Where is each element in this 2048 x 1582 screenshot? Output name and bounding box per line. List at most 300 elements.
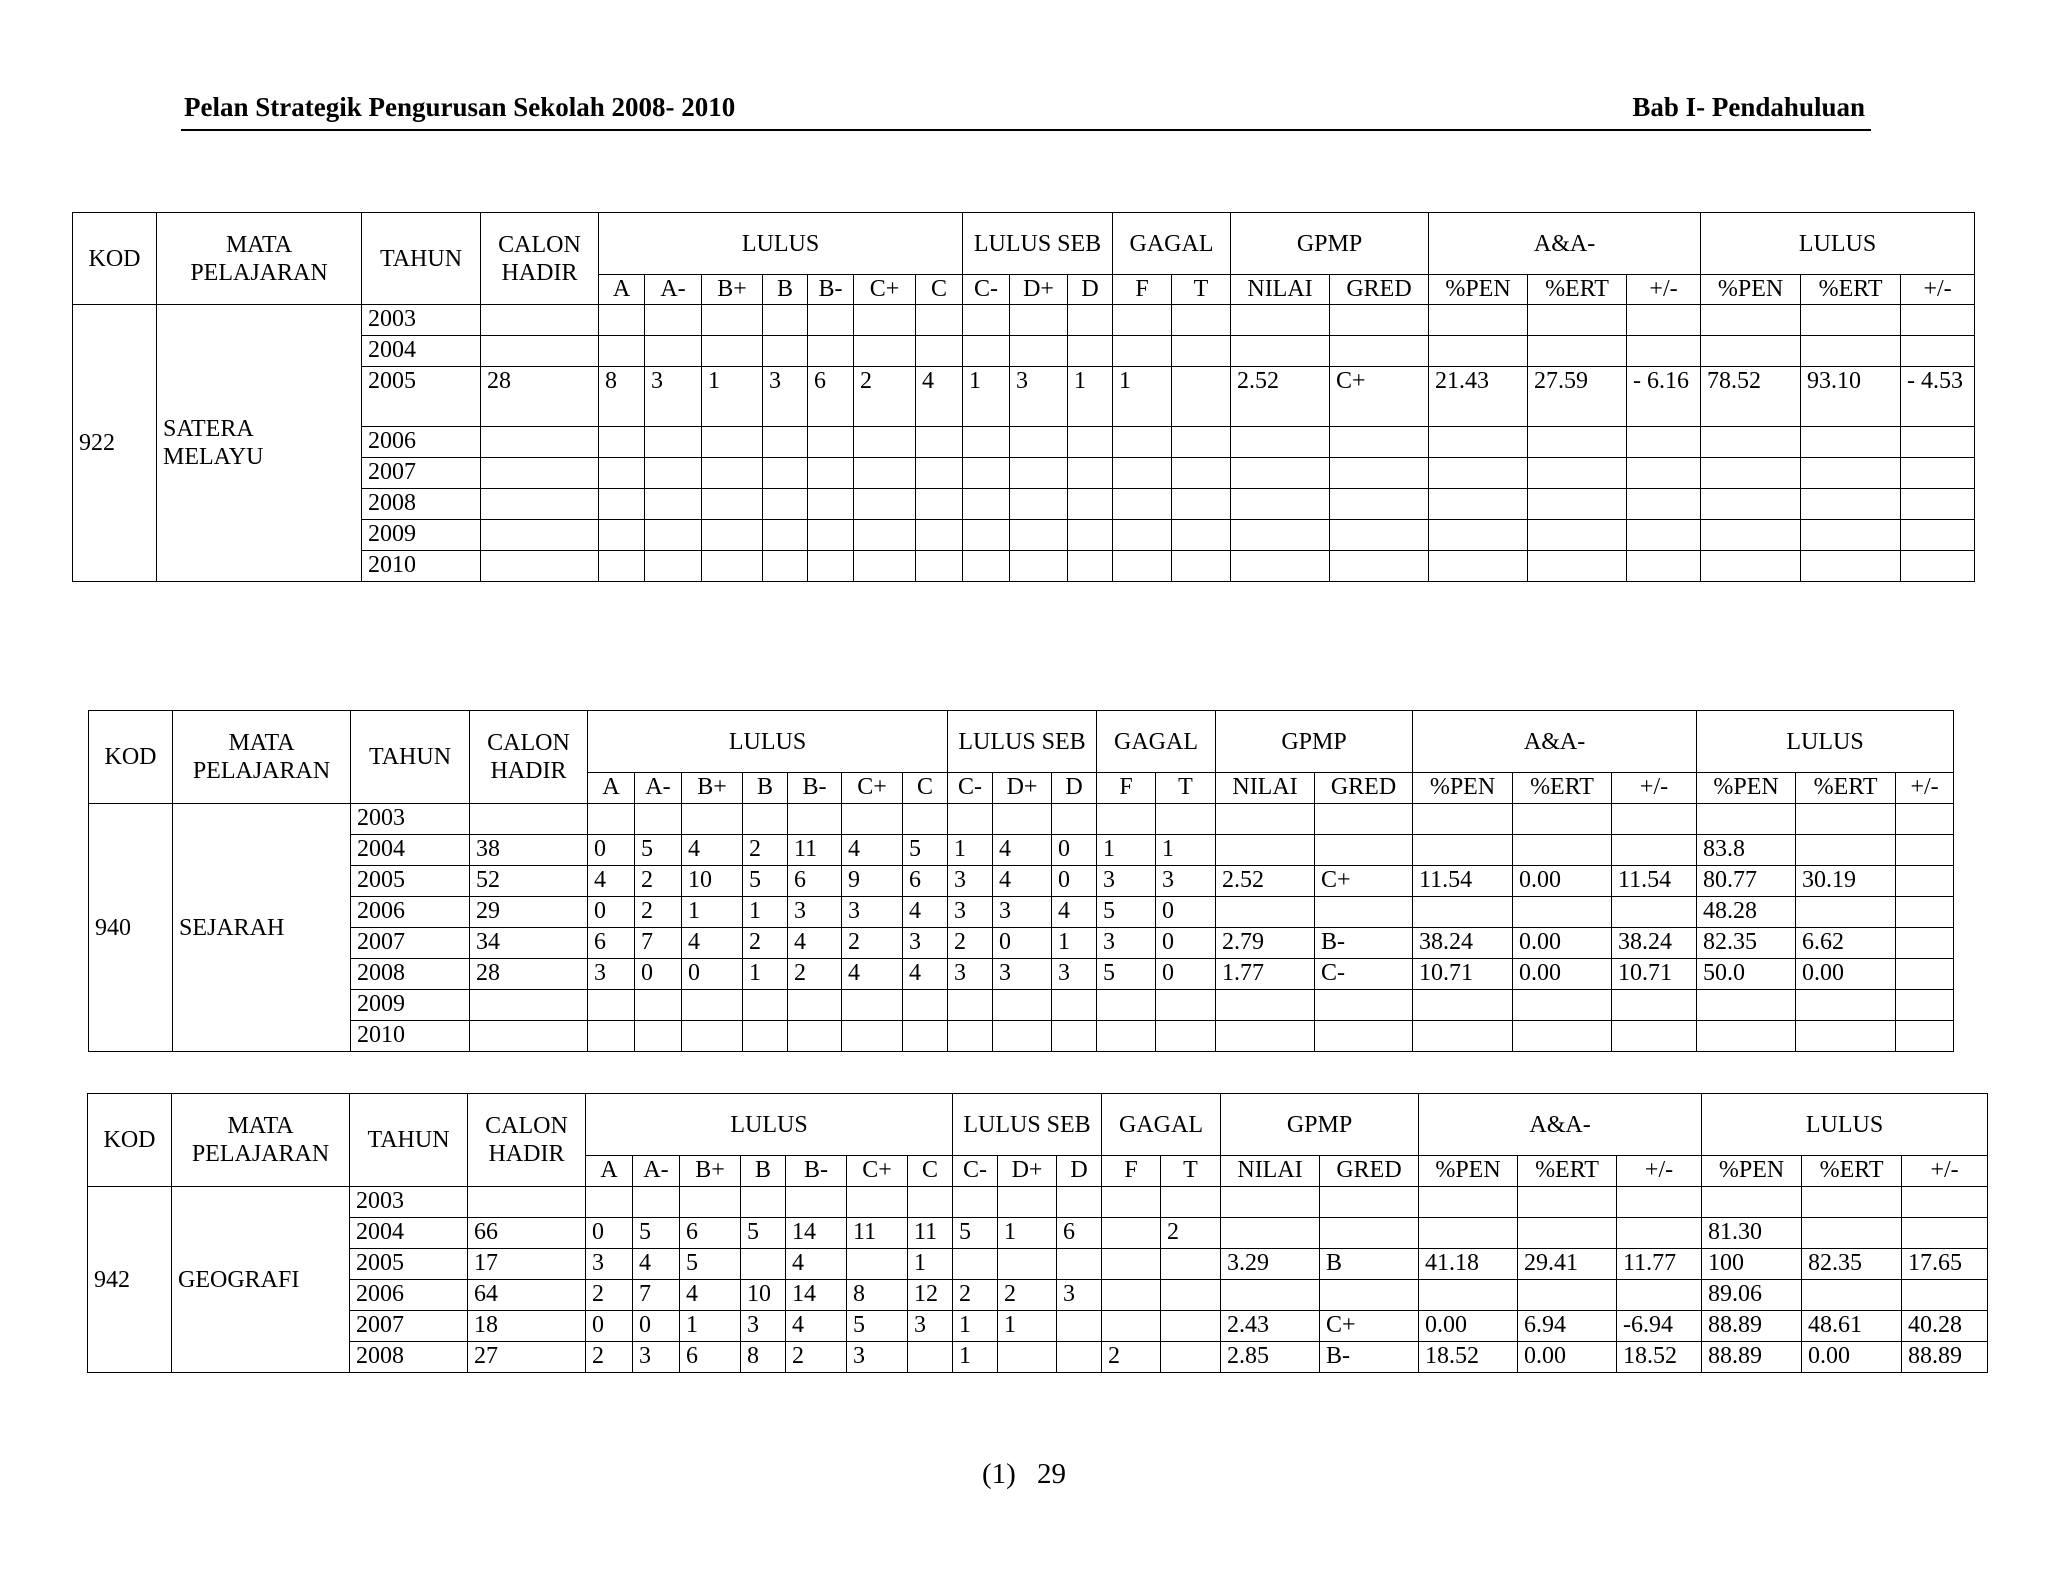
data-cell <box>1528 305 1627 336</box>
data-cell <box>645 336 702 367</box>
data-cell <box>1419 1218 1518 1249</box>
data-cell <box>1612 897 1697 928</box>
data-cell <box>1627 489 1701 520</box>
data-cell <box>1068 489 1113 520</box>
data-cell: 7 <box>635 928 682 959</box>
data-cell: 6 <box>1057 1218 1102 1249</box>
data-cell: 10.71 <box>1612 959 1697 990</box>
col-tahun-header: TAHUN <box>362 213 481 305</box>
data-cell <box>1801 551 1901 582</box>
table-row <box>89 928 1954 959</box>
data-cell: 3 <box>1156 866 1216 897</box>
data-cell: 2.52 <box>1231 367 1330 427</box>
data-cell: 11 <box>908 1218 953 1249</box>
data-cell: 4 <box>993 835 1052 866</box>
results-table-940 <box>88 710 1954 1052</box>
data-cell: 2 <box>998 1280 1057 1311</box>
subcolumn-header: A- <box>635 773 682 804</box>
data-cell <box>842 1021 903 1052</box>
data-cell: 80.77 <box>1697 866 1796 897</box>
data-cell: 9 <box>842 866 903 897</box>
data-cell: 5 <box>1097 959 1156 990</box>
data-cell <box>1057 1311 1102 1342</box>
data-cell: 8 <box>847 1280 908 1311</box>
subcolumn-header: D+ <box>993 773 1052 804</box>
data-cell <box>953 1249 998 1280</box>
data-cell: 29 <box>470 897 588 928</box>
table-row <box>89 990 1954 1021</box>
data-cell <box>1413 835 1513 866</box>
data-cell: 2 <box>635 897 682 928</box>
data-cell: 2 <box>786 1342 847 1373</box>
year-cell: 2006 <box>351 897 470 928</box>
data-cell <box>1429 520 1528 551</box>
data-cell: 66 <box>468 1218 586 1249</box>
data-cell <box>908 1187 953 1218</box>
data-cell <box>1413 804 1513 835</box>
data-cell <box>702 458 763 489</box>
data-cell <box>1315 835 1413 866</box>
group-lulus-seb-header: LULUS SEB <box>963 213 1113 275</box>
data-cell <box>743 990 788 1021</box>
data-cell: 3.29 <box>1221 1249 1320 1280</box>
data-cell: 2.85 <box>1221 1342 1320 1373</box>
data-cell <box>788 990 842 1021</box>
data-cell <box>903 804 948 835</box>
data-cell <box>963 336 1010 367</box>
data-cell <box>1617 1218 1702 1249</box>
data-cell <box>1330 305 1429 336</box>
data-cell: 0 <box>586 1311 633 1342</box>
data-cell <box>963 520 1010 551</box>
subcolumn-header: T <box>1172 275 1231 305</box>
group-a-a-minus-header: A&A- <box>1419 1094 1702 1156</box>
data-cell <box>1231 551 1330 582</box>
year-cell: 2010 <box>351 1021 470 1052</box>
subcolumn-header: NILAI <box>1231 275 1330 305</box>
subcolumn-header: C <box>908 1156 953 1187</box>
header-rule <box>181 129 1871 131</box>
data-cell <box>1627 551 1701 582</box>
data-cell <box>1612 990 1697 1021</box>
data-cell <box>1330 489 1429 520</box>
year-cell: 2004 <box>362 336 481 367</box>
data-cell <box>916 305 963 336</box>
data-cell: 3 <box>948 866 993 897</box>
data-cell <box>645 520 702 551</box>
data-cell <box>1161 1280 1221 1311</box>
data-cell: 6 <box>788 866 842 897</box>
header-row-groups <box>88 1094 1988 1156</box>
data-cell <box>1627 458 1701 489</box>
subcolumn-header: B+ <box>680 1156 741 1187</box>
data-cell: 2.43 <box>1221 1311 1320 1342</box>
subcolumn-header: A- <box>645 275 702 305</box>
subcolumn-header: GRED <box>1320 1156 1419 1187</box>
year-cell: 2009 <box>362 520 481 551</box>
data-cell <box>993 804 1052 835</box>
data-cell <box>588 990 635 1021</box>
data-cell <box>1315 990 1413 1021</box>
data-cell: 3 <box>948 959 993 990</box>
data-cell: 2 <box>586 1280 633 1311</box>
data-cell <box>743 1021 788 1052</box>
data-cell: 4 <box>903 959 948 990</box>
group-lulus-percent-header: LULUS <box>1701 213 1975 275</box>
data-cell: 88.89 <box>1702 1342 1802 1373</box>
col-kod-header: KOD <box>89 711 173 804</box>
data-cell: 1 <box>1097 835 1156 866</box>
data-cell: 0.00 <box>1518 1342 1617 1373</box>
data-cell: 48.28 <box>1697 897 1796 928</box>
data-cell <box>1216 804 1315 835</box>
data-cell <box>1627 305 1701 336</box>
data-cell <box>1216 1021 1315 1052</box>
data-cell: 10 <box>682 866 743 897</box>
data-cell: 81.30 <box>1702 1218 1802 1249</box>
data-cell <box>481 336 599 367</box>
data-cell <box>1513 1021 1612 1052</box>
data-cell: -6.94 <box>1617 1311 1702 1342</box>
data-cell: 5 <box>633 1218 680 1249</box>
data-cell: 2 <box>948 928 993 959</box>
data-cell <box>1518 1187 1617 1218</box>
data-cell: 1 <box>1052 928 1097 959</box>
data-cell <box>1528 458 1627 489</box>
data-cell: 11.54 <box>1612 866 1697 897</box>
data-cell: B- <box>1320 1342 1419 1373</box>
subcolumn-header: B- <box>786 1156 847 1187</box>
data-cell <box>916 489 963 520</box>
year-cell: 2003 <box>350 1187 468 1218</box>
subcolumn-header: C <box>903 773 948 804</box>
data-cell: 78.52 <box>1701 367 1801 427</box>
data-cell <box>635 990 682 1021</box>
data-cell: 2 <box>1161 1218 1221 1249</box>
data-cell <box>1627 336 1701 367</box>
data-cell <box>633 1187 680 1218</box>
data-cell: 8 <box>599 367 645 427</box>
data-cell <box>1216 897 1315 928</box>
data-cell <box>1801 305 1901 336</box>
data-cell <box>1320 1218 1419 1249</box>
data-cell <box>963 489 1010 520</box>
subcolumn-header: A <box>586 1156 633 1187</box>
year-cell: 2008 <box>350 1342 468 1373</box>
subcolumn-header: %PEN <box>1429 275 1528 305</box>
data-cell: 38.24 <box>1413 928 1513 959</box>
data-cell <box>1221 1280 1320 1311</box>
data-cell: 14 <box>786 1218 847 1249</box>
data-cell <box>1113 458 1172 489</box>
data-cell <box>1315 1021 1413 1052</box>
subcolumn-header: +/- <box>1896 773 1954 804</box>
data-cell: 5 <box>680 1249 741 1280</box>
group-lulus-seb-header: LULUS SEB <box>948 711 1097 773</box>
year-cell: 2005 <box>351 866 470 897</box>
data-cell: 4 <box>786 1249 847 1280</box>
data-cell <box>599 305 645 336</box>
data-cell: 2.79 <box>1216 928 1315 959</box>
data-cell <box>599 489 645 520</box>
data-cell <box>1221 1218 1320 1249</box>
data-cell <box>635 1021 682 1052</box>
data-cell <box>916 551 963 582</box>
data-cell <box>808 305 854 336</box>
data-cell: 11 <box>847 1218 908 1249</box>
subcolumn-header: A <box>588 773 635 804</box>
data-cell <box>1097 804 1156 835</box>
data-cell <box>1802 1280 1902 1311</box>
data-cell <box>1068 458 1113 489</box>
data-cell: 6.62 <box>1796 928 1896 959</box>
data-cell <box>1315 897 1413 928</box>
table-row <box>88 1311 1988 1342</box>
data-cell <box>645 551 702 582</box>
data-cell: 17.65 <box>1902 1249 1988 1280</box>
data-cell <box>1701 336 1801 367</box>
data-cell: 1 <box>998 1311 1057 1342</box>
data-cell <box>998 1249 1057 1280</box>
data-cell: 2 <box>953 1280 998 1311</box>
data-cell <box>1068 551 1113 582</box>
data-cell: 1 <box>963 367 1010 427</box>
data-cell <box>1413 897 1513 928</box>
subject-name: SEJARAH <box>173 804 351 1052</box>
data-cell <box>1701 427 1801 458</box>
data-cell <box>1161 1342 1221 1373</box>
group-gpmp-header: GPMP <box>1216 711 1413 773</box>
data-cell: 0.00 <box>1802 1342 1902 1373</box>
data-cell <box>1113 489 1172 520</box>
data-cell <box>1010 427 1068 458</box>
data-cell: 28 <box>481 367 599 427</box>
subject-code: 922 <box>73 305 157 582</box>
col-kod-header: KOD <box>73 213 157 305</box>
data-cell <box>1010 551 1068 582</box>
data-cell: 6 <box>680 1218 741 1249</box>
data-cell: 82.35 <box>1697 928 1796 959</box>
data-cell <box>1896 1021 1954 1052</box>
data-cell: 4 <box>788 928 842 959</box>
data-cell: 0 <box>1052 835 1097 866</box>
data-cell <box>481 489 599 520</box>
data-cell: 83.8 <box>1697 835 1796 866</box>
data-cell <box>468 1187 586 1218</box>
data-cell <box>1113 520 1172 551</box>
data-cell: 3 <box>993 959 1052 990</box>
data-cell: 3 <box>908 1311 953 1342</box>
data-cell <box>702 427 763 458</box>
data-cell: 0 <box>1156 897 1216 928</box>
data-cell <box>808 427 854 458</box>
data-cell <box>1057 1249 1102 1280</box>
data-cell: 3 <box>788 897 842 928</box>
col-tahun-header: TAHUN <box>351 711 470 804</box>
data-cell <box>1231 336 1330 367</box>
year-cell: 2007 <box>350 1311 468 1342</box>
data-cell: 5 <box>635 835 682 866</box>
table-row <box>88 1218 1988 1249</box>
year-cell: 2003 <box>362 305 481 336</box>
results-table-922 <box>72 212 1975 582</box>
year-cell: 2008 <box>351 959 470 990</box>
data-cell <box>1320 1280 1419 1311</box>
data-cell <box>702 520 763 551</box>
data-cell <box>1052 990 1097 1021</box>
subcolumn-header: F <box>1097 773 1156 804</box>
data-cell <box>682 804 743 835</box>
table-row <box>89 1021 1954 1052</box>
subject-code: 940 <box>89 804 173 1052</box>
subcolumn-header: GRED <box>1315 773 1413 804</box>
data-cell <box>1156 1021 1216 1052</box>
data-cell <box>1102 1249 1161 1280</box>
data-cell: 1 <box>908 1249 953 1280</box>
table-row <box>88 1187 1988 1218</box>
data-cell <box>854 336 916 367</box>
data-cell <box>1330 427 1429 458</box>
data-cell <box>1429 336 1528 367</box>
data-cell <box>1518 1280 1617 1311</box>
data-cell <box>1097 1021 1156 1052</box>
data-cell: 5 <box>953 1218 998 1249</box>
data-cell <box>1097 990 1156 1021</box>
data-cell <box>1172 427 1231 458</box>
data-cell <box>963 427 1010 458</box>
data-cell: 1 <box>702 367 763 427</box>
data-cell: 1 <box>743 897 788 928</box>
data-cell <box>1413 990 1513 1021</box>
subcolumn-header: %ERT <box>1513 773 1612 804</box>
data-cell <box>1896 897 1954 928</box>
data-cell: C+ <box>1330 367 1429 427</box>
data-cell: 0 <box>993 928 1052 959</box>
subcolumn-header: B- <box>808 275 854 305</box>
data-cell: B <box>1320 1249 1419 1280</box>
data-cell <box>1528 551 1627 582</box>
data-cell: 6 <box>808 367 854 427</box>
year-cell: 2007 <box>351 928 470 959</box>
data-cell: 5 <box>847 1311 908 1342</box>
data-cell <box>963 551 1010 582</box>
data-cell <box>1701 551 1801 582</box>
data-cell: 14 <box>786 1280 847 1311</box>
data-cell <box>847 1249 908 1280</box>
data-cell: 3 <box>1052 959 1097 990</box>
data-cell <box>1057 1187 1102 1218</box>
data-cell: 3 <box>842 897 903 928</box>
data-cell <box>1896 804 1954 835</box>
data-cell <box>1172 551 1231 582</box>
year-cell: 2004 <box>350 1218 468 1249</box>
table-row <box>89 959 1954 990</box>
subcolumn-header: C- <box>953 1156 998 1187</box>
data-cell: C- <box>1315 959 1413 990</box>
subcolumn-header: C- <box>963 275 1010 305</box>
data-cell: 0 <box>1156 959 1216 990</box>
data-cell <box>993 990 1052 1021</box>
data-cell: 4 <box>588 866 635 897</box>
data-cell <box>599 336 645 367</box>
data-cell: 6 <box>588 928 635 959</box>
data-cell <box>1697 1021 1796 1052</box>
data-cell <box>854 551 916 582</box>
data-cell <box>1902 1280 1988 1311</box>
data-cell <box>842 990 903 1021</box>
data-cell <box>1513 897 1612 928</box>
data-cell: 0 <box>633 1311 680 1342</box>
data-cell: 40.28 <box>1902 1311 1988 1342</box>
data-cell <box>741 1187 786 1218</box>
header-row-groups <box>89 711 1954 773</box>
data-cell: 88.89 <box>1702 1311 1802 1342</box>
data-cell <box>763 551 808 582</box>
data-cell <box>702 489 763 520</box>
data-cell: 34 <box>470 928 588 959</box>
group-lulus-header: LULUS <box>599 213 963 275</box>
data-cell: 11 <box>788 835 842 866</box>
data-cell <box>470 1021 588 1052</box>
data-cell <box>1216 990 1315 1021</box>
data-cell <box>635 804 682 835</box>
data-cell: 2.52 <box>1216 866 1315 897</box>
data-cell <box>599 551 645 582</box>
data-cell <box>1896 990 1954 1021</box>
data-cell: 0 <box>588 835 635 866</box>
data-cell <box>1330 520 1429 551</box>
data-cell <box>763 489 808 520</box>
data-cell <box>1010 458 1068 489</box>
data-cell <box>1701 489 1801 520</box>
data-cell: 5 <box>903 835 948 866</box>
group-gpmp-header: GPMP <box>1231 213 1429 275</box>
data-cell: 2 <box>635 866 682 897</box>
subcolumn-header: +/- <box>1902 1156 1988 1187</box>
data-cell <box>1161 1311 1221 1342</box>
data-cell <box>1172 520 1231 551</box>
data-cell: 100 <box>1702 1249 1802 1280</box>
data-cell <box>1896 866 1954 897</box>
data-cell: 0.00 <box>1419 1311 1518 1342</box>
data-cell <box>963 305 1010 336</box>
data-cell: 0 <box>1052 866 1097 897</box>
data-cell: 21.43 <box>1429 367 1528 427</box>
data-cell <box>1330 458 1429 489</box>
data-cell: 1 <box>998 1218 1057 1249</box>
data-cell <box>1010 336 1068 367</box>
data-cell <box>1057 1342 1102 1373</box>
data-cell <box>763 520 808 551</box>
data-cell <box>1796 990 1896 1021</box>
data-cell: 5 <box>741 1218 786 1249</box>
subject-name: GEOGRAFI <box>172 1187 350 1373</box>
data-cell <box>1161 1187 1221 1218</box>
subcolumn-header: +/- <box>1617 1156 1702 1187</box>
subcolumn-header: %ERT <box>1518 1156 1617 1187</box>
data-cell <box>1701 520 1801 551</box>
data-cell <box>1801 520 1901 551</box>
data-cell <box>1330 336 1429 367</box>
data-cell: 41.18 <box>1419 1249 1518 1280</box>
subcolumn-header: B <box>743 773 788 804</box>
col-kod-header: KOD <box>88 1094 172 1187</box>
data-cell: 2 <box>854 367 916 427</box>
data-cell: 82.35 <box>1802 1249 1902 1280</box>
subcolumn-header: A <box>599 275 645 305</box>
data-cell <box>481 427 599 458</box>
data-cell: 1 <box>948 835 993 866</box>
